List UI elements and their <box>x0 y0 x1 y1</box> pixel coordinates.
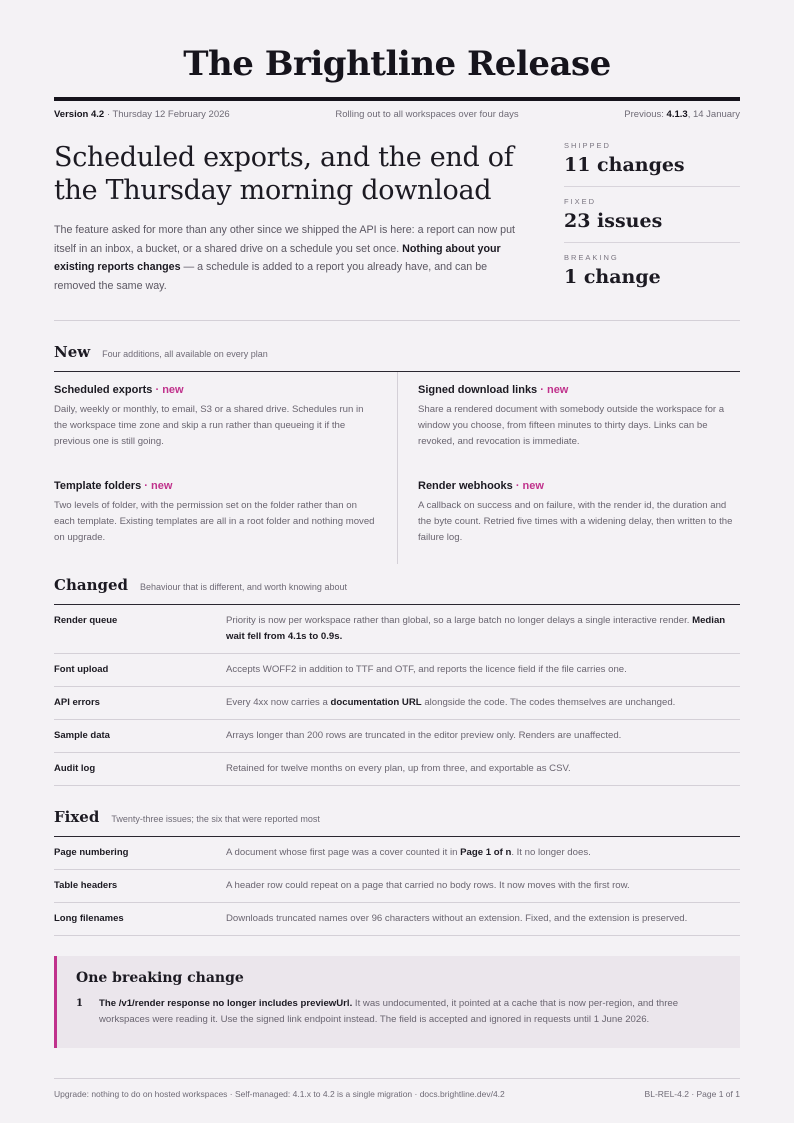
feature-description: Two levels of folder, with the permission set on the folder rather than on each template. Existing templates are all in a root folder and nothing moved on upgrade. <box>54 500 375 543</box>
feature-name: Scheduled exports <box>54 384 153 396</box>
feature-name: Signed download links <box>418 384 538 396</box>
row-value <box>226 753 740 786</box>
row-value <box>226 654 740 687</box>
section-title: New <box>54 343 91 361</box>
table-row <box>54 605 740 654</box>
row-bold: Median wait fell from 4.1s to 0.9s. <box>226 615 726 642</box>
stat-label: FIXED <box>564 197 597 206</box>
feature-description: Share a rendered document with somebody outside the workspace for a window you choose, from fifteen minutes to thirty days. Links can be revoked, and revocation is immediate. <box>418 404 725 447</box>
lead-section <box>54 141 740 298</box>
callout-title: One breaking change <box>76 970 244 986</box>
row-text: Retained for twelve months on every plan, up from three, and exportable as CSV. <box>226 763 571 774</box>
previous-date: , 14 January <box>687 108 740 120</box>
feature-title <box>54 384 379 396</box>
footer-page-ref: BL-REL-4.2 · Page 1 of 1 <box>644 1089 740 1099</box>
row-bold: documentation URL <box>330 697 422 708</box>
masthead-title: The Brightline Release <box>183 44 611 84</box>
row-text: A header row could repeat on a page that carried no body rows. It now moves with the first row. <box>226 880 630 891</box>
row-text: Priority is now per workspace rather than global, so a large batch no longer delays a single interactive render. <box>226 615 693 626</box>
previous-prefix: Previous: <box>624 108 667 120</box>
row-key: Page numbering <box>54 837 226 870</box>
rollout-note: Rolling out to all workspaces over four days <box>335 108 519 120</box>
table-row <box>54 720 740 753</box>
feature-card <box>54 468 397 564</box>
table-row <box>54 903 740 936</box>
feature-description: A callback on success and on failure, with the render id, the duration and the byte count. Retried five times with a widening delay, then written to the failure log. <box>418 500 733 543</box>
item-bold: The /v1/render response no longer includes previewUrl. <box>99 998 353 1009</box>
intro-paragraph <box>54 221 529 295</box>
section-title: Changed <box>54 576 128 594</box>
row-text: Arrays longer than 200 rows are truncated in the editor preview only. Renders are unaffected. <box>226 730 622 741</box>
lead-story <box>54 141 529 298</box>
stat-shipped <box>564 137 740 187</box>
footer-upgrade-note: Upgrade: nothing to do on hosted workspaces · Self-managed: 4.1.x to 4.2 is a single migration · docs.brightline.dev/4.2 <box>54 1089 505 1099</box>
new-tag: · new <box>540 384 569 396</box>
item-number: 1 <box>76 998 83 1009</box>
meta-separator: · <box>106 108 113 120</box>
table-row <box>54 837 740 870</box>
row-key: Long filenames <box>54 903 226 936</box>
version-info <box>54 109 230 120</box>
table-row <box>54 654 740 687</box>
feature-title <box>54 480 379 492</box>
table-row <box>54 687 740 720</box>
stat-label: SHIPPED <box>564 141 611 150</box>
page-footer <box>54 1078 740 1099</box>
section-divider <box>54 320 740 321</box>
new-features-grid <box>54 371 740 564</box>
intro-text-1: The feature asked for more than any other since we shipped the API is here: a report can now put itself in an inbox, a bucket, or a shared drive on a schedule you set once. <box>54 224 516 255</box>
intro-text-2: — a schedule is added to a report you already have, and can be removed the same way. <box>54 261 488 292</box>
row-key: Sample data <box>54 720 226 753</box>
row-text: A document whose first page was a cover counted it in <box>226 847 461 858</box>
headline: Scheduled exports, and the end of the Thursday morning download <box>54 142 514 206</box>
row-text-after: . It no longer does. <box>511 847 591 858</box>
section-title: Fixed <box>54 808 100 826</box>
feature-card <box>54 372 397 468</box>
row-key: Font upload <box>54 654 226 687</box>
fixed-table <box>54 836 740 936</box>
stat-breaking <box>564 243 740 298</box>
stat-fixed <box>564 187 740 243</box>
changed-section <box>54 576 740 786</box>
changed-table <box>54 604 740 786</box>
row-value <box>226 605 740 654</box>
feature-card <box>397 372 740 468</box>
row-text: Downloads truncated names over 96 characters without an extension. Fixed, and the extension is preserved. <box>226 913 688 924</box>
section-subtitle: Behaviour that is different, and worth knowing about <box>140 582 347 592</box>
feature-description: Daily, weekly or monthly, to email, S3 or a shared drive. Schedules run in the workspace time zone and skip a run rather than queueing it if the previous one is still going. <box>54 404 364 447</box>
stat-value: 1 change <box>564 266 661 288</box>
item-body: It was undocumented, it pointed at a cache that is now per-region, and three workspaces were reading it. Use the signed link endpoint instead. The field is accepted and ignored in requests until 1 June 2026. <box>99 998 679 1025</box>
intro-bold: Nothing about your existing reports changes <box>54 242 501 273</box>
item-text <box>99 996 720 1028</box>
table-row <box>54 870 740 903</box>
row-value <box>226 687 740 720</box>
row-key: Table headers <box>54 870 226 903</box>
previous-release <box>624 109 740 120</box>
section-subtitle: Four additions, all available on every plan <box>102 349 268 359</box>
breaking-item <box>76 996 720 1028</box>
new-section <box>54 343 740 564</box>
breaking-change-callout <box>54 956 740 1048</box>
previous-version: 4.1.3 <box>666 108 688 120</box>
row-bold: Page 1 of n <box>460 847 512 858</box>
version-label: Version 4.2 <box>54 108 105 120</box>
section-heading <box>54 808 740 826</box>
new-tag: · new <box>515 480 544 492</box>
feature-title <box>418 384 740 396</box>
row-value <box>226 720 740 753</box>
section-heading <box>54 576 740 594</box>
section-subtitle: Twenty-three issues; the six that were reported most <box>111 814 320 824</box>
row-value <box>226 870 740 903</box>
stat-value: 11 changes <box>564 154 685 176</box>
feature-name: Render webhooks <box>418 480 513 492</box>
fixed-section <box>54 808 740 936</box>
row-key: API errors <box>54 687 226 720</box>
row-text: Every 4xx now carries a <box>226 697 331 708</box>
row-value <box>226 837 740 870</box>
row-value <box>226 903 740 936</box>
release-date: Thursday 12 February 2026 <box>112 108 230 120</box>
stat-label: BREAKING <box>564 253 619 262</box>
stats-panel <box>564 137 740 298</box>
feature-title <box>418 480 740 492</box>
row-text: Accepts WOFF2 in addition to TTF and OTF, and reports the licence field if the file carries one. <box>226 664 627 675</box>
meta-bar <box>54 101 740 127</box>
feature-name: Template folders <box>54 480 142 492</box>
row-text-after: alongside the code. The codes themselves are unchanged. <box>421 697 676 708</box>
feature-card <box>397 468 740 564</box>
new-tag: · new <box>155 384 184 396</box>
stat-value: 23 issues <box>564 210 663 232</box>
release-notes-page <box>54 0 740 1123</box>
table-row <box>54 753 740 786</box>
row-key: Render queue <box>54 605 226 654</box>
section-heading <box>54 343 740 361</box>
new-tag: · new <box>144 480 173 492</box>
row-key: Audit log <box>54 753 226 786</box>
